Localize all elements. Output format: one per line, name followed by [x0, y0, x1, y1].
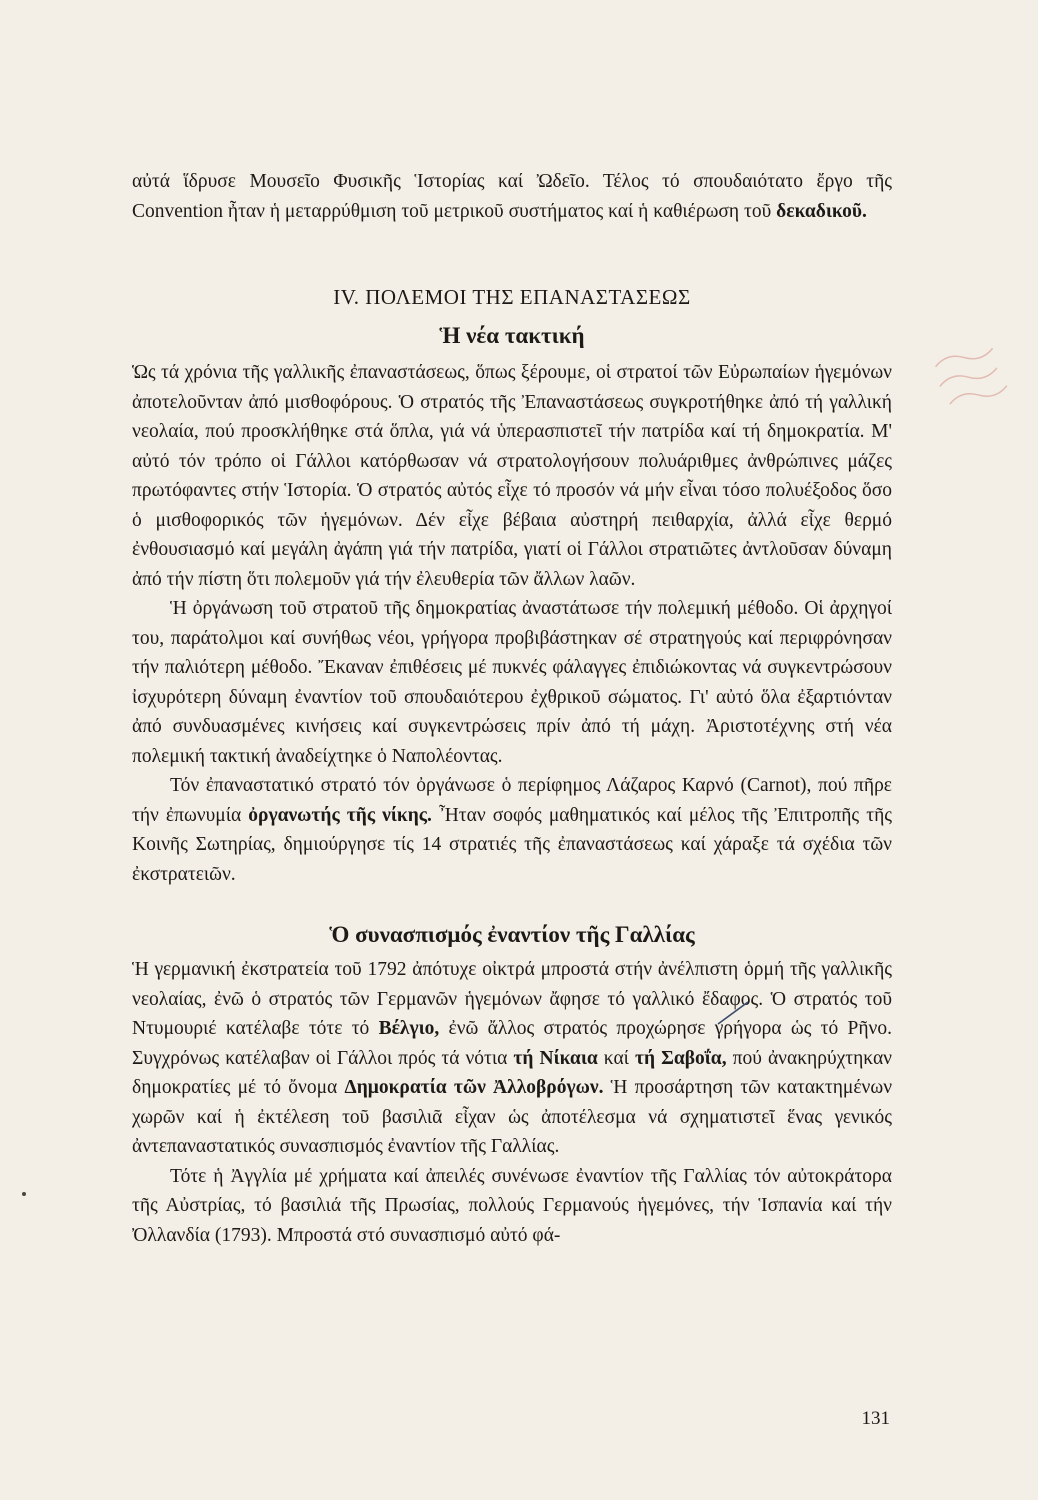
section-title-new-tactics: Ἡ νέα τακτική [439, 323, 585, 348]
bold-nice: τή Νίκαια [513, 1047, 598, 1069]
bold-organizer-of-victory: ὀργανωτής τῆς νίκης. [248, 804, 432, 826]
bold-belgium: Βέλγιο, [378, 1018, 440, 1039]
paragraph-4: Ἡ γερμανική ἐκστρατεία τοῦ 1792 ἀπότυχε οἰκτρά μπροστά στήν ἀνέλπιστη ὁρμή τῆς γαλλικῆς νεολαίας, ἐνῶ ὁ στρατός τῶν Γερμανῶν ἡγεμόνων ἄφησε τό γαλλικό ἔδαφος. Ὁ στρατός τοῦ Ντυμουριέ κατέλαβε τότε τό Βέλγιο, ἐνῶ ἄλλος στρατός προχώρησε γρήγορα ὡς τό Ρῆνο. Συγχρόνως κατέλαβαν οἱ Γάλλοι πρός τά νότια τή Νίκαια καί τή Σαβοΐα, πού ἀνακηρύχτηκαν δημοκρατίες μέ τό ὄνομα Δημοκρατία τῶν Ἀλλοβρόγων. Ἡ προσάρτηση τῶν κατακτημένων χωρῶν καί ἡ ἐκτέλεση τοῦ βασιλιᾶ εἶχαν ὡς ἀποτέλεσμα νά σχηματιστεῖ ἕνας γενικός ἀντεπαναστατικός συνασπισμός ἐναντίον τῆς Γαλλίας. [132, 959, 893, 1157]
margin-dot [22, 1192, 26, 1196]
paragraph-2: Ἡ ὀργάνωση τοῦ στρατοῦ τῆς δημοκρατίας ἀναστάτωσε τήν πολεμική μέθοδο. Οἱ ἀρχηγοί του, παράτολμοι καί συνήθως νέοι, γρήγορα προβιβάστηκαν σέ στρατηγούς καί περιφρόνησαν τήν παλιότερη μέθοδο. Ἔκαναν ἐπιθέσεις μέ πυκνές φάλαγγες ἐπιδιώκοντας νά συγκεντρώσουν ἰσχυρότερη δύναμη ἐναντίον τοῦ σπουδαιότερου ἐχθρικοῦ σώματος. Γι' αὐτό ὅλα ἐξαρτιόνταν ἀπό συνδυασμένες κινήσεις καί συγκεντρώσεις πρίν ἀπό τή μάχη. Ἀριστοτέχνης στή νέα πολεμική τακτική ἀναδείχτηκε ὁ Ναπολέοντας. [132, 598, 892, 767]
paragraph-1: Ὡς τά χρόνια τῆς γαλλικῆς ἐπαναστάσεως, ὅπως ξέρουμε, οἱ στρατοί τῶν Εὐρωπαίων ἡγεμόνων ἀποτελοῦνταν ἀπό μισθοφόρους. Ὁ στρατός τῆς Ἐπαναστάσεως συγκροτήθηκε ἀπό τή γαλλική νεολαία, πού προσκλήθηκε στά ὅπλα, γιά νά ὑπερασπιστεῖ τήν πατρίδα καί τή δημοκρατία. Μ' αὐτό τόν τρόπο οἱ Γάλλοι κατόρθωσαν νά στρατολογήσουν πολυάριθμες ἀνθρώπινες μάζες πρωτόφαντες στήν Ἱστορία. Ὁ στρατός αὐτός εἶχε τό προσόν νά μήν εἶναι τόσο πολυέξοδος ὅσο ὁ μισθοφορικός τῶν ἡγεμόνων. Δέν εἶχε βέβαια αὐστηρή πειθαρχία, ἀλλά εἶχε θερμό ἐνθουσιασμό καί μεγάλη ἀγάπη γιά τήν πατρίδα, γιατί οἱ Γάλλοι στρατιῶτες ἀντλοῦσαν δύναμη ἀπό τήν πίστη ὅτι πολεμοῦν γιά τήν ἐλευθερία τῶν ἄλλων λαῶν. [132, 362, 892, 590]
page-number: 131 [861, 1408, 890, 1429]
pencil-tick-mark [716, 1000, 750, 1030]
section-title-coalition: Ὁ συνασπισμός ἐναντίον τῆς Γαλλίας [329, 922, 695, 947]
text-column [132, 167, 892, 1250]
bold-allobroges-republic: Δημοκρατία τῶν Ἀλλοβρόγων. [344, 1077, 604, 1098]
paragraph-5: Τότε ἡ Ἀγγλία μέ χρήματα καί ἀπειλές συνένωσε ἐναντίον τῆς Γαλλίας τόν αὐτοκράτορα τῆς Αὐστρίας, τό βασιλιά τῆς Πρωσίας, πολλούς Γερμανούς ἡγεμόνες, τήν Ἱσπανία καί τήν Ὀλλανδία (1793). Μπροστά στό συνασπισμό αὐτό φά- [132, 1165, 892, 1246]
chapter-title: IV. ΠΟΛΕΜΟΙ ΤΗΣ ΕΠΑΝΑΣΤΑΣΕΩΣ [333, 285, 691, 309]
paragraph-3: Τόν ἐπαναστατικό στρατό τόν ὀργάνωσε ὁ περίφημος Λάζαρος Καρνό (Carnot), πού πῆρε τήν ἐπωνυμία ὀργανωτής τῆς νίκης. Ἦταν σοφός μαθηματικός καί μέλος τῆς Ἐπιτροπῆς τῆς Κοινῆς Σωτηρίας, δημιούργησε τίς 14 στρατιές τῆς ἐπαναστάσεως καί χάραξε τά σχέδια τῶν ἐκστρατειῶν. [132, 775, 892, 885]
intro-bold-term: δεκαδικοῦ. [776, 200, 867, 222]
intro-paragraph: αὐτά ἵδρυσε Μουσεῖο Φυσικῆς Ἱστορίας καί Ὠδεῖο. Τέλος τό σπουδαιότατο ἔργο τῆς Convention ἦταν ἡ μεταρρύθμιση τοῦ μετρικοῦ συστήματος καί ἡ καθιέρωση τοῦ δεκαδικοῦ. [132, 171, 892, 222]
bold-savoy: τή Σαβοΐα, [634, 1047, 727, 1069]
margin-annotation-mark [921, 328, 1028, 422]
